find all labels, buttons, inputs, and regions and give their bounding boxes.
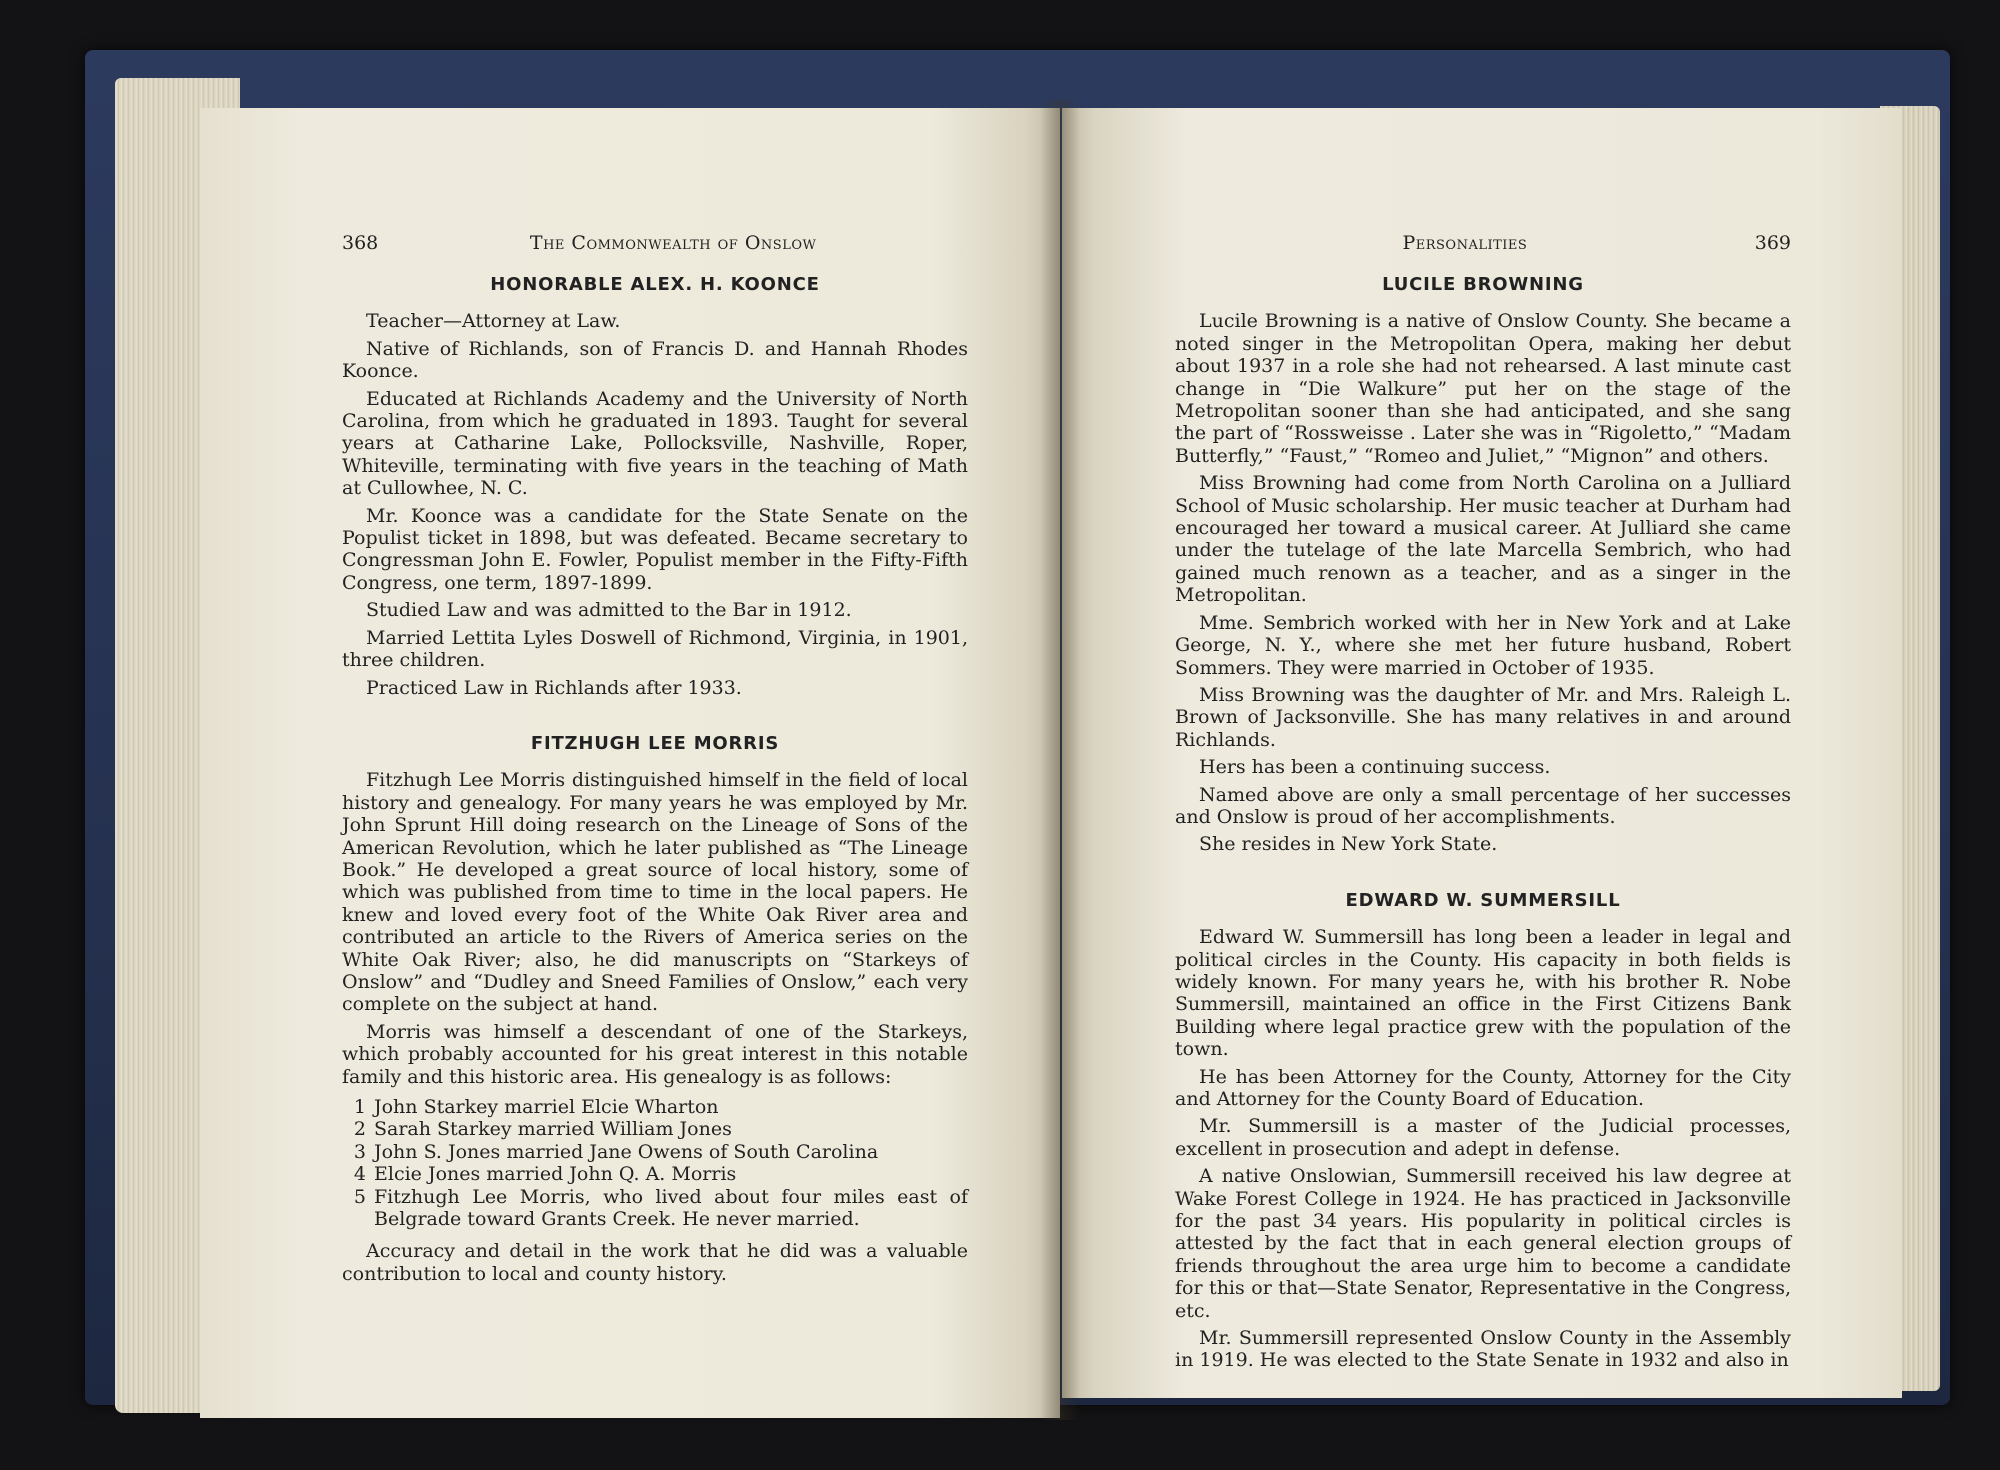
running-title-right: Personalities: [1402, 232, 1528, 254]
list-text: Elcie Jones married John Q. A. Morris: [374, 1163, 737, 1186]
paragraph: Practiced Law in Richlands after 1933.: [366, 676, 742, 699]
running-head-right: [1175, 232, 1791, 256]
paragraph: Studied Law and was admitted to the Bar in 1912.: [366, 599, 852, 622]
paragraph: Mr. Summersill represented Onslow County in the Assembly in 1919. He was elected to the State Senate in 1932 and also in: [1175, 1327, 1791, 1372]
paragraph: Lucile Browning is a native of Onslow County. She became a noted singer in the Metropolitan Opera, making her debut about 1937 in a role she had not rehearsed. A last minute cast change in “Die Walkure” put her on the stage of the Metropolitan sooner than she had anticipated, and she sang the part of “Rossweisse . Later she was in “Rigoletto,” “Madam Butterfly,” “Faust,” “Romeo and Juliet,” “Mignon” and others.: [1175, 310, 1791, 467]
running-title-left: The Commonwealth of Onslow: [529, 232, 817, 254]
spine-gutter: [1040, 100, 1080, 1420]
list-number: 5: [353, 1185, 366, 1208]
left-page-text: [342, 232, 968, 1290]
list-text: John Starkey marriel Elcie Wharton: [374, 1096, 719, 1118]
paragraph: Teacher—Attorney at Law.: [366, 310, 621, 333]
section-heading: FITZHUGH LEE MORRIS: [530, 732, 780, 754]
section-heading: HONORABLE ALEX. H. KOONCE: [490, 274, 820, 295]
genealogy-list: [342, 1096, 968, 1230]
list-number: 3: [353, 1140, 366, 1163]
paragraph: Named above are only a small percentage of her successes and Onslow is proud of her accomplishments.: [1175, 783, 1791, 828]
running-head-left: [342, 232, 968, 256]
paragraph: Mr. Summersill is a master of the Judicial processes, excellent in prosecution and adept in defense.: [1175, 1115, 1791, 1160]
paragraph: He has been Attorney for the County, Attorney for the City and Attorney for the County Board of Education.: [1175, 1065, 1791, 1110]
list-number: 2: [353, 1118, 366, 1141]
paragraph: Miss Browning was the daughter of Mr. and Mrs. Raleigh L. Brown of Jacksonville. She has many relatives in and around Richlands.: [1175, 683, 1791, 751]
paragraph: Edward W. Summersill has long been a leader in legal and political circles in the County. His capacity in both fields is widely known. For many years he, with his brother R. Nobe Summersill, maintained an office in the First Citizens Bank Building where legal practice grew with the population of the town.: [1175, 926, 1791, 1061]
paragraph: Mme. Sembrich worked with her in New York and at Lake George, N. Y., where she met her future husband, Robert Sommers. They were married in October of 1935.: [1175, 611, 1791, 679]
list-item: [342, 1141, 968, 1163]
page-number-left: 368: [342, 232, 379, 254]
list-number: 4: [353, 1163, 366, 1186]
paragraph: Fitzhugh Lee Morris distinguished himself in the field of local history and genealogy. For many years he was employed by Mr. John Sprunt Hill doing research on the Lineage of Sons of the American Revolution, which he later published as “The Lineage Book.” He developed a great source of local history, some of which was published from time to time in the local papers. He knew and loved every foot of the White Oak River area and contributed an article to the Rivers of America series on the White Oak River; also, he did manuscripts on “Starkeys of Onslow” and “Dudley and Sneed Families of Onslow,” each very complete on the subject at hand.: [342, 769, 968, 1016]
section-heading: LUCILE BROWNING: [1382, 274, 1584, 295]
list-item: [342, 1118, 968, 1140]
paragraph: Married Lettita Lyles Doswell of Richmond, Virginia, in 1901, three children.: [342, 626, 968, 672]
list-item: [342, 1096, 968, 1118]
list-text: Fitzhugh Lee Morris, who lived about four miles east of Belgrade toward Grants Creek. He never married.: [374, 1185, 968, 1231]
section-heading: EDWARD W. SUMMERSILL: [1345, 889, 1621, 911]
paragraph: Native of Richlands, son of Francis D. and Hannah Rhodes Koonce.: [342, 337, 968, 383]
list-text: Sarah Starkey married William Jones: [374, 1118, 732, 1141]
paragraph: Accuracy and detail in the work that he did was a valuable contribution to local and county history.: [342, 1240, 968, 1285]
page-number-right: 369: [1754, 232, 1791, 254]
list-text: John S. Jones married Jane Owens of South Carolina: [374, 1140, 879, 1163]
list-item: [342, 1163, 968, 1185]
right-page-text: [1175, 232, 1791, 1377]
list-number: 1: [353, 1096, 366, 1118]
paragraph: She resides in New York State.: [1199, 833, 1498, 856]
list-item: [342, 1186, 968, 1231]
paragraph: Miss Browning had come from North Carolina on a Julliard School of Music scholarship. Her music teacher at Durham had encouraged her toward a musical career. At Julliard she came under the tutelage of the late Marcella Sembrich, who had gained much renown as a teacher, and as a singer in the Metropolitan.: [1175, 472, 1791, 607]
paragraph: Morris was himself a descendant of one of the Starkeys, which probably accounted for his great interest in this notable family and this historic area. His genealogy is as follows:: [342, 1020, 968, 1088]
paragraph: Hers has been a continuing success.: [1199, 756, 1551, 779]
paragraph: A native Onslowian, Summersill received his law degree at Wake Forest College in 1924. He has practiced in Jacksonville for the past 34 years. His popularity in political circles is attested by the fact that in each general election groups of friends throughout the area urge him to become a candidate for this or that—State Senator, Representative in the Congress, etc.: [1175, 1165, 1791, 1322]
paragraph: Educated at Richlands Academy and the University of North Carolina, from which he graduated in 1893. Taught for several years at Catharine Lake, Pollocksville, Nashville, Roper, Whiteville, terminating with five years in the teaching of Math at Cullowhee, N. C.: [342, 387, 968, 500]
paragraph: Mr. Koonce was a candidate for the State Senate on the Populist ticket in 1898, but was defeated. Became secretary to Congressman John E. Fowler, Populist member in the Fifty-Fifth Congress, one term, 1897-1899.: [342, 504, 968, 594]
